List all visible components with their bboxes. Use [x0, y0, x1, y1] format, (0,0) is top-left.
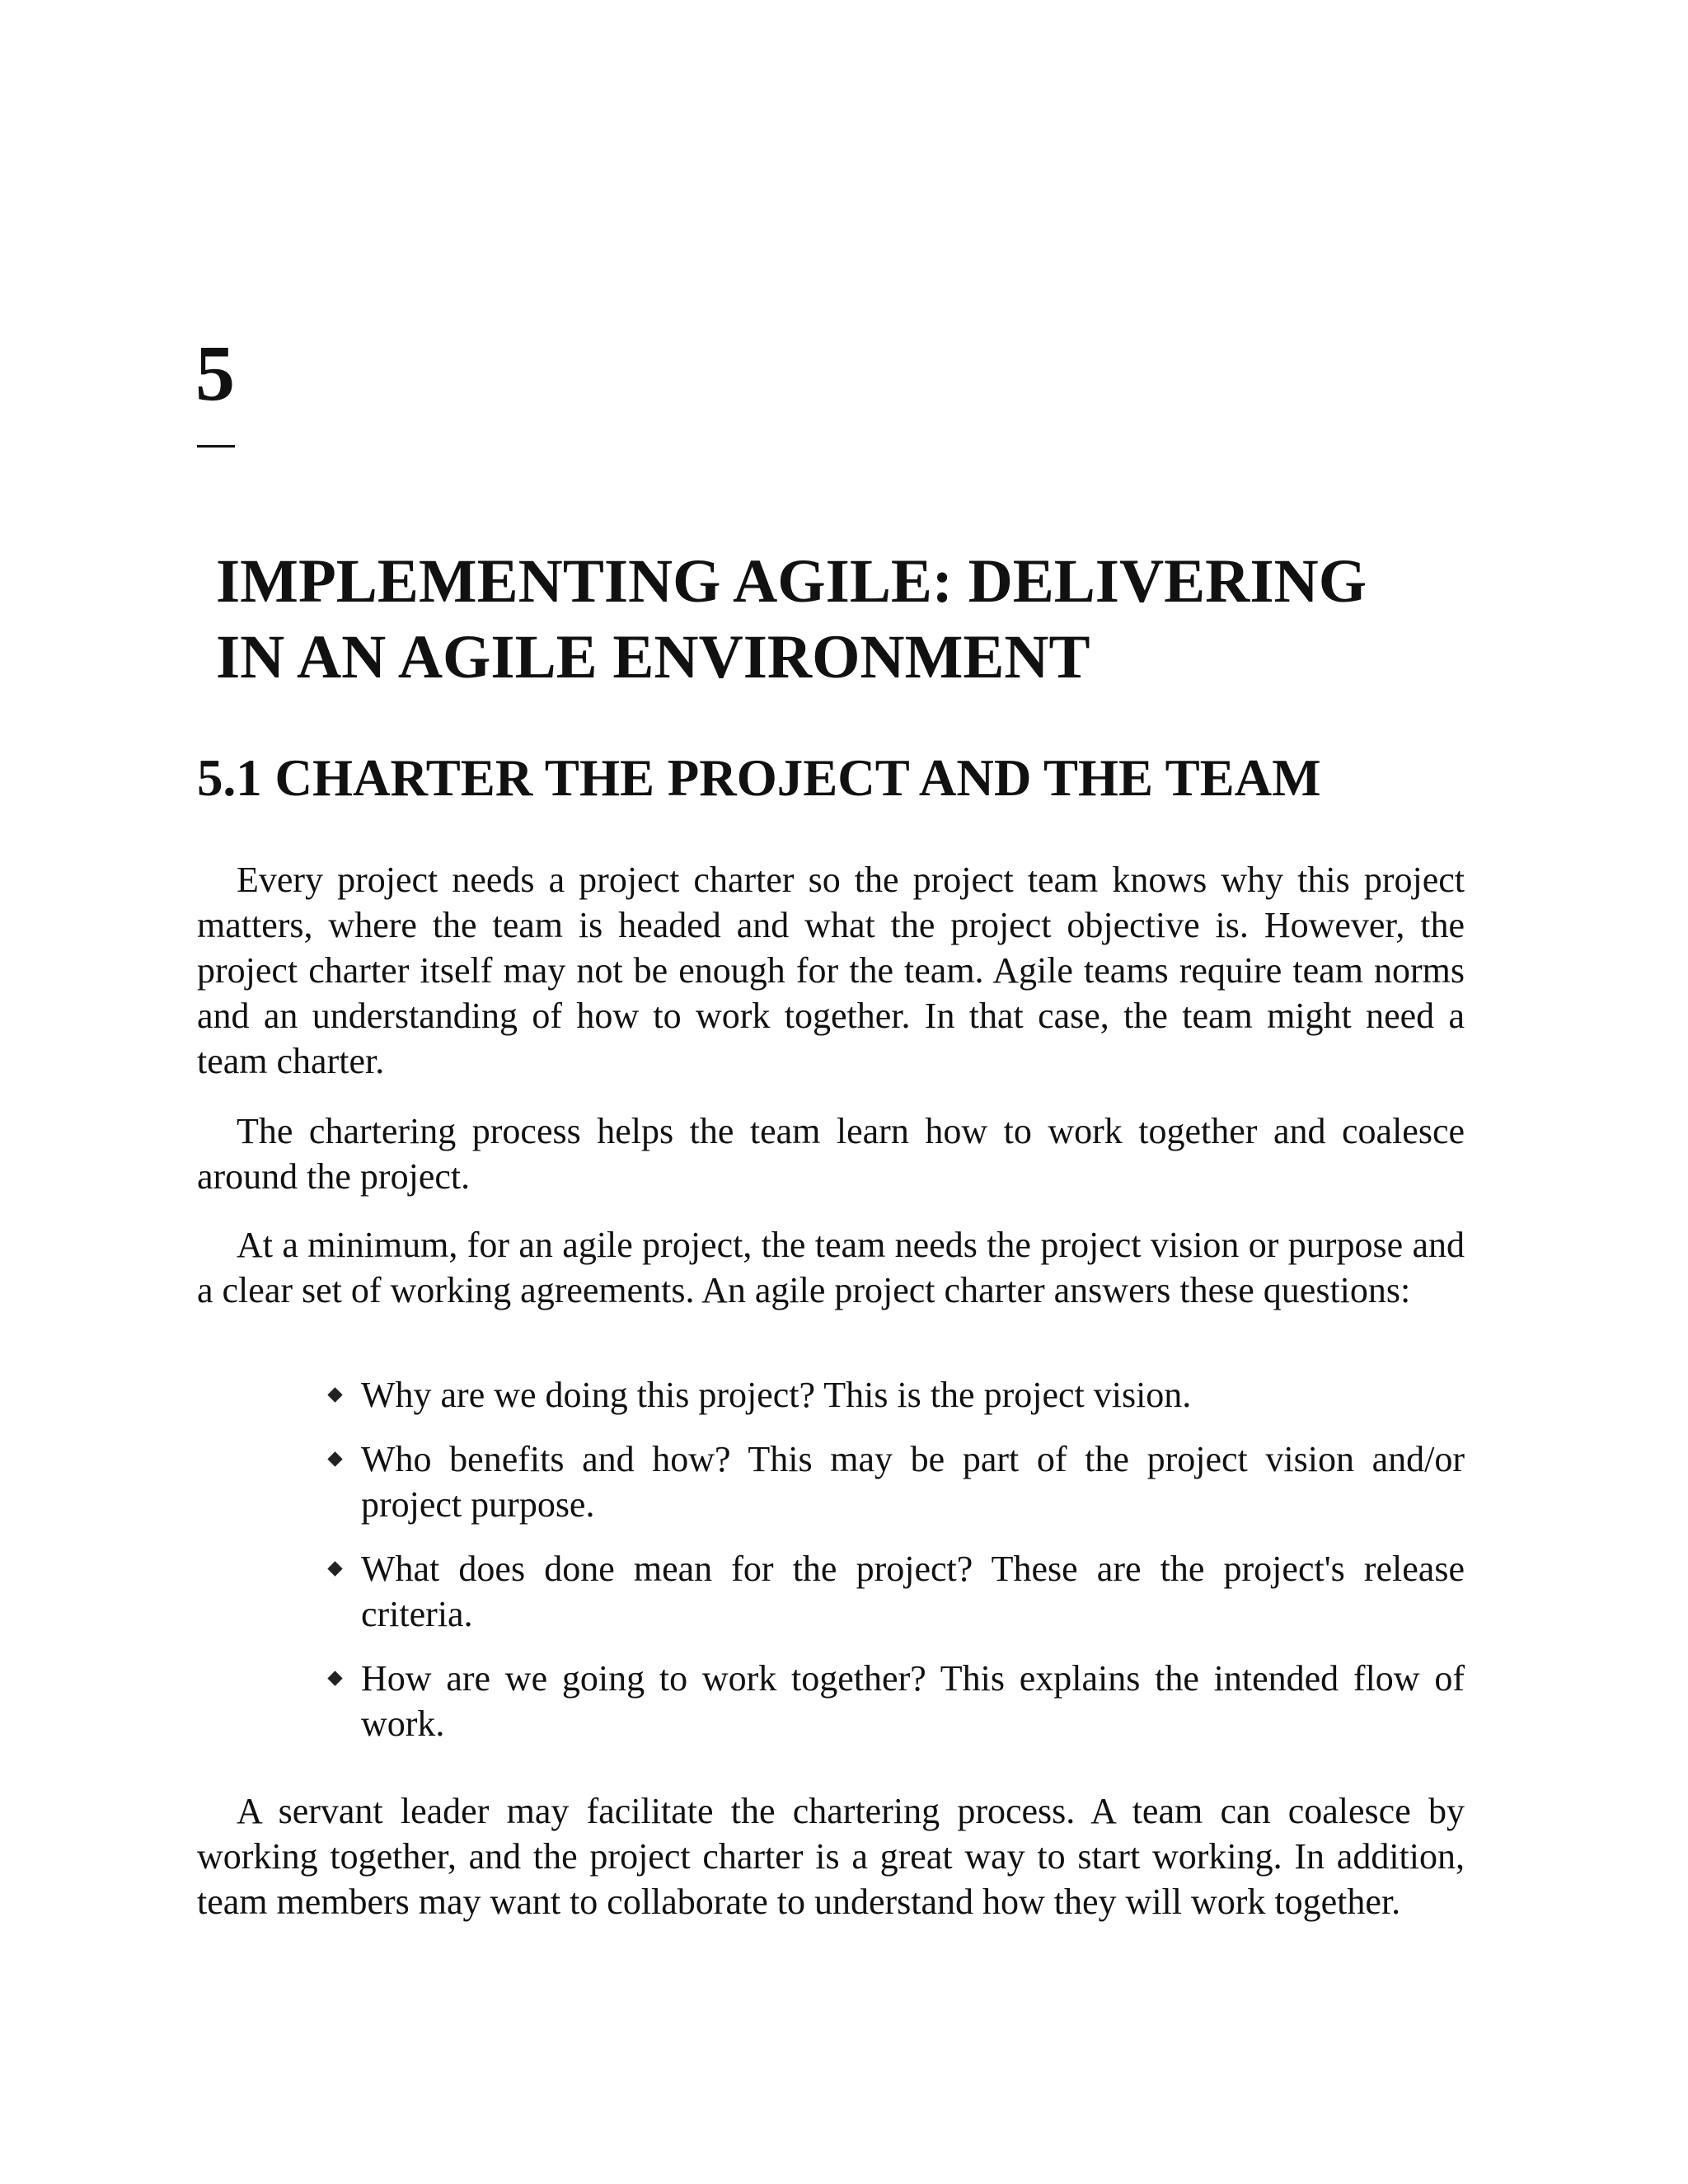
- body-paragraph: A servant leader may facilitate the chartering process. A team can coalesce by working together, and the project charter is a great way to start working. In addition, team members may want to collaborate to understand how they will work together.: [197, 1791, 1465, 1922]
- chapter-title-line: IMPLEMENTING AGILE: DELIVERING: [216, 547, 1367, 616]
- list-item-text: How are we going to work together? This explains the intended flow of work.: [361, 1658, 1465, 1744]
- diamond-bullet-icon: [327, 1451, 342, 1466]
- body-paragraph-block: [197, 1788, 1465, 1924]
- list-item-text: What does done mean for the project? These are the project's release criteria.: [361, 1549, 1465, 1634]
- body-paragraph-block: [197, 1222, 1465, 1313]
- chapter-title-line: IN AN AGILE ENVIRONMENT: [216, 623, 1090, 691]
- body-paragraph: At a minimum, for an agile project, the team needs the project vision or purpose and a clear set of working agreements. An agile project charter answers these questions:: [197, 1225, 1465, 1310]
- body-paragraph-block: [197, 1108, 1465, 1199]
- chapter-number-rule: [197, 445, 235, 448]
- body-paragraph-block: [197, 857, 1465, 1084]
- diamond-bullet-icon: [327, 1561, 342, 1576]
- list-item-text: Why are we doing this project? This is the project vision.: [361, 1375, 1192, 1415]
- diamond-bullet-icon: [327, 1387, 342, 1402]
- list-item: [326, 1372, 1465, 1418]
- list-item: [326, 1546, 1465, 1637]
- body-paragraph: The chartering process helps the team learn how to work together and coalesce around the project.: [197, 1111, 1465, 1197]
- chapter-title: [216, 544, 1535, 696]
- body-paragraph: Every project needs a project charter so the project team knows why this project matters, where the team is headed and what the project objective is. However, the project charter itself may not be enough for the team. Agile teams require team norms and an understanding of how to work together. In that case, the team might need a team charter.: [197, 860, 1465, 1081]
- list-item: [326, 1436, 1465, 1527]
- section-title: 5.1 CHARTER THE PROJECT AND THE TEAM: [197, 749, 1321, 807]
- diamond-bullet-icon: [327, 1671, 342, 1685]
- list-item-text: Who benefits and how? This may be part of the project vision and/or project purpose.: [361, 1439, 1465, 1525]
- list-item: [326, 1656, 1465, 1746]
- charter-questions-list: [326, 1372, 1465, 1765]
- chapter-number: 5: [195, 329, 235, 417]
